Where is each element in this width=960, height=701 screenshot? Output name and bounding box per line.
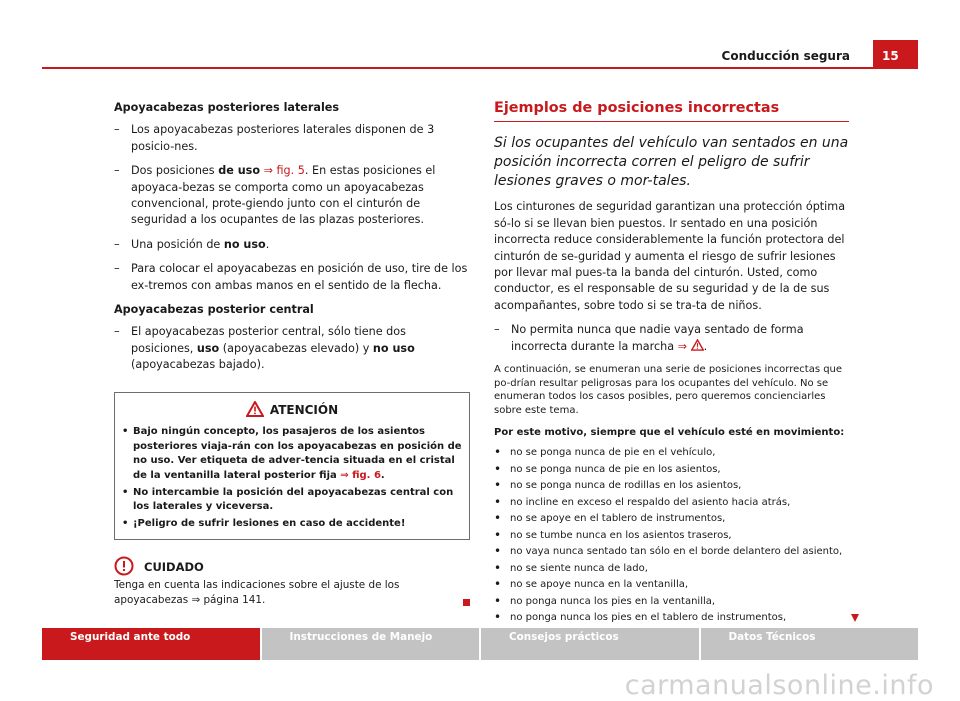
list-item: • no ponga nunca los pies en el tablero de instrumentos, [494,611,854,625]
warning-heading: ATENCIÓN [122,401,462,418]
figure-link[interactable]: ⇒ fig. 5 [260,164,305,178]
bold-statement: Por este motivo, siempre que el vehículo esté en movimiento: [494,427,845,439]
right-column [494,100,854,628]
lead-text: Si los ocupantes del vehículo van sentados en una posición incorrecta corren el peligro de sufrir lesiones graves o mor-tales. [494,135,849,190]
warning-triangle-icon [691,339,704,351]
list-item: – Para colocar el apoyacabezas en posición de uso, tire de los ex-tremos con ambas manos en el sentido de la flecha. [114,261,470,294]
caution-heading: CUIDADO [114,556,470,576]
footer-nav [42,628,918,660]
list-item: • no incline en exceso el respaldo del asiento hacia atrás, [494,496,854,510]
warning-item: • No intercambie la posición del apoyacabezas central con los laterales y viceversa. [122,486,462,515]
warning-triangle-icon [246,401,264,417]
body-paragraph: Los cinturones de seguridad garantizan una protección óptima só-lo si se llevan bien puestos. Ir sentado en una posición incorrecta reduce considerablemente la función protectora del cinturón de se-guridad y aumenta el riesgo de sufrir lesiones por llevar mal pues-ta la banda del cinturón. Usted, como conductor, es el responsable de su seguridad y de la de sus acompañantes, sobre todo si se tra-ta de niños. [494,200,846,312]
list-item: • no se ponga nunca de pie en el vehículo, [494,446,854,460]
list-item: • no se apoye en el tablero de instrumentos, [494,512,854,526]
warning-item: • ¡Peligro de sufrir lesiones en caso de accidente! [122,517,462,532]
header-rule [42,67,918,69]
page-number: 15 [873,40,918,67]
tab-instrucciones[interactable]: Instrucciones de Manejo [262,628,480,660]
header-title: Conducción segura [721,49,850,63]
left-column [114,100,470,608]
list-item: – Los apoyacabezas posteriores laterales disponen de 3 posicio-nes. [114,122,470,155]
figure-link[interactable]: ⇒ fig. 6 [340,470,381,482]
continue-arrow-icon [850,613,860,623]
list-item: • no se ponga nunca de pie en los asientos, [494,463,854,477]
watermark: carmanualsonline.info [624,670,934,701]
bullet-list [494,446,854,625]
list-item: • no vaya nunca sentado tan sólo en el borde delantero del asiento, [494,545,854,559]
list-item: • no se ponga nunca de rodillas en los asientos, [494,479,854,493]
tab-datos[interactable]: Datos Técnicos [701,628,919,660]
caution-exclamation-icon [114,556,134,576]
list-item: – El apoyacabezas posterior central, sólo tiene dos posiciones, uso (apoyacabezas elevado) y no uso (apoyacabezas bajado). [114,324,470,373]
end-marker [463,599,470,606]
list-item: • no se siente nunca de lado, [494,562,854,576]
heading-lateral-headrests: Apoyacabezas posteriores laterales [114,101,340,114]
tab-consejos[interactable]: Consejos prácticos [481,628,699,660]
warning-item: • Bajo ningún concepto, los pasajeros de los asientos posteriores viaja-rán con los apoyacabezas en posición de no uso. Ver etiqueta de adver-tencia situada en el cristal de la ventanilla lateral posterior fija ⇒ fig. 6. [122,425,462,483]
caution-text: Tenga en cuenta las indicaciones sobre el ajuste de los apoyacabezas ⇒ página 141. [114,579,400,607]
list-item: – Una posición de no uso. [114,237,470,253]
tab-seguridad[interactable]: Seguridad ante todo [42,628,260,660]
heading-central-headrest: Apoyacabezas posterior central [114,303,314,317]
list-item: • no se apoye nunca en la ventanilla, [494,578,854,592]
section-title: Ejemplos de posiciones incorrectas [494,100,849,122]
list-item: • no ponga nunca los pies en la ventanilla, [494,595,854,609]
warning-link[interactable]: ⇒ [678,340,704,353]
list-item: • no se tumbe nunca en los asientos traseros, [494,529,854,543]
warning-box [114,392,470,541]
intro-paragraph: A continuación, se enumeran una serie de posiciones incorrectas que po-drían resultar peligrosas para los ocupantes del vehículo. No se enumeran todos los casos posibles, pero queremos concienciarles sobre este tema. [494,364,843,416]
list-item: – Dos posiciones de uso ⇒ fig. 5. En estas posiciones el apoyaca-bezas se comporta como un apoyacabezas convencional, prote-giendo junto con el cinturón de seguridad a los ocupantes de las plazas posteriores. [114,163,470,229]
caution-note [114,556,470,607]
list-item: – No permita nunca que nadie vaya sentado de forma incorrecta durante la marcha ⇒ . [494,322,854,355]
